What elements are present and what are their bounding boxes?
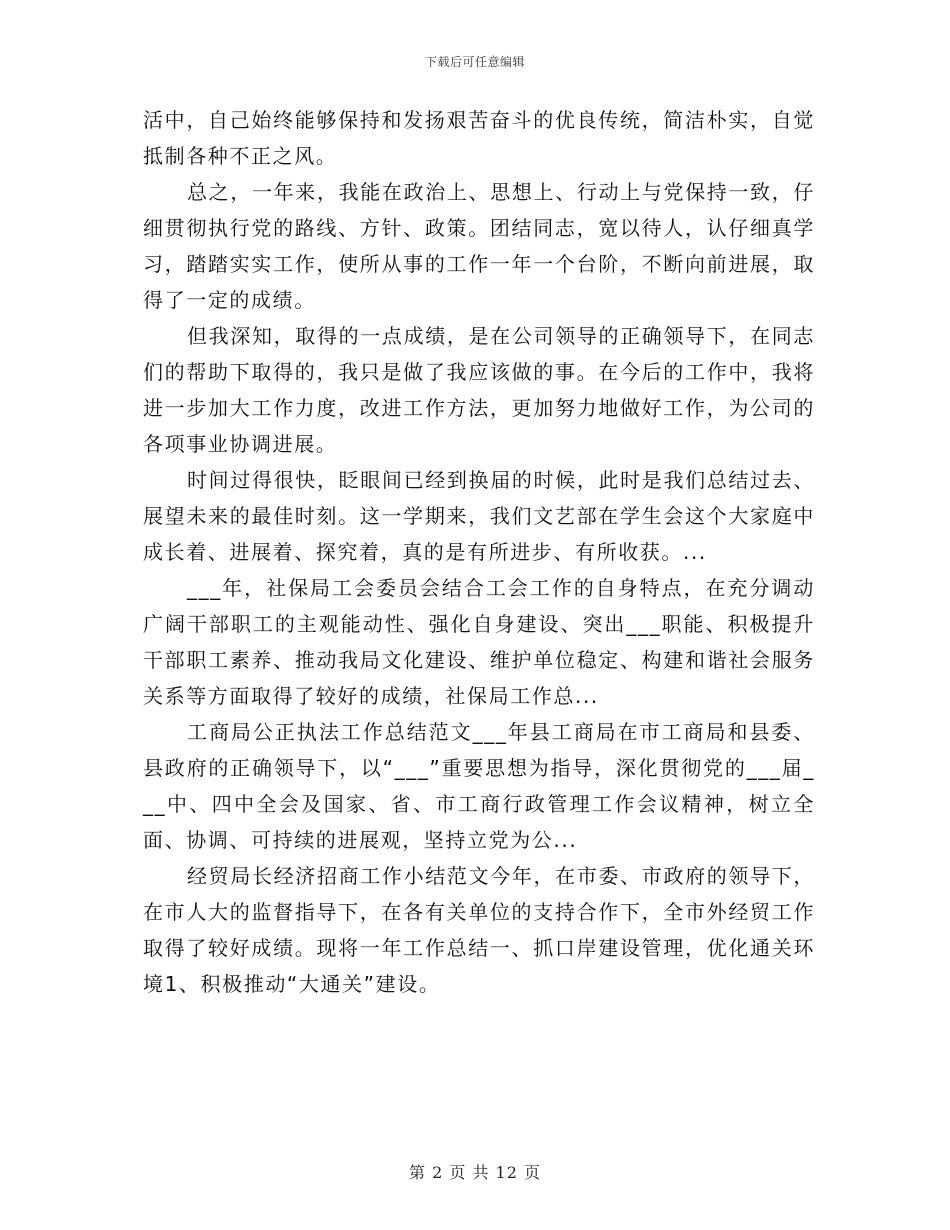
paragraph-social-security: ___年，社保局工会委员会结合工会工作的自身特点，在充分调动广阔干部职工的主观能动性、强化自身建设、突出___职能、积极提升干部职工素养、推动我局文化建设、维护单位稳定、构建和谐社会服务关系等方面取得了较好的成绩，社保局工作总...: [143, 576, 815, 708]
page-footer: 第 2 页 共 12 页: [409, 1163, 541, 1182]
document-body: [143, 102, 815, 1002]
page-header: 下载后可任意编辑: [424, 55, 525, 69]
paragraph-economic-trade: 经贸局长经济招商工作小结范文今年，在市委、市政府的领导下，在市人大的监督指导下，在各有关单位的支持合作下，全市外经贸工作取得了较好成绩。现将一年工作总结一、抓口岸建设管理，优化通关环境1、积极推动“大通关”建设。: [143, 864, 815, 996]
paragraph-literary-dept: 时间过得很快，眨眼间已经到换届的时候，此时是我们总结过去、展望未来的最佳时刻。这一学期来，我们文艺部在学生会这个大家庭中成长着、进展着、探究着，真的是有所进步、有所收获。...: [143, 468, 815, 564]
paragraph-continuation: 活中，自己始终能够保持和发扬艰苦奋斗的优良传统，简洁朴实，自觉抵制各种不正之风。: [143, 108, 815, 168]
paragraph-summary: 总之，一年来，我能在政治上、思想上、行动上与党保持一致，仔细贯彻执行党的路线、方针、政策。团结同志，宽以待人，认仔细真学习，踏踏实实工作，使所从事的工作一年一个台阶，不断向前进展，取得了一定的成绩。: [143, 180, 815, 312]
paragraph-industry-commerce: 工商局公正执法工作总结范文___年县工商局在市工商局和县委、县政府的正确领导下，以“___”重要思想为指导，深化贯彻党的___届___中、四中全会及国家、省、市工商行政管理工作会议精神，树立全面、协调、可持续的进展观，坚持立党为公...: [143, 720, 815, 852]
paragraph-outlook: 但我深知，取得的一点成绩，是在公司领导的正确领导下，在同志们的帮助下取得的，我只是做了我应该做的事。在今后的工作中，我将进一步加大工作力度，改进工作方法，更加努力地做好工作，为公司的各项事业协调进展。: [143, 324, 815, 456]
